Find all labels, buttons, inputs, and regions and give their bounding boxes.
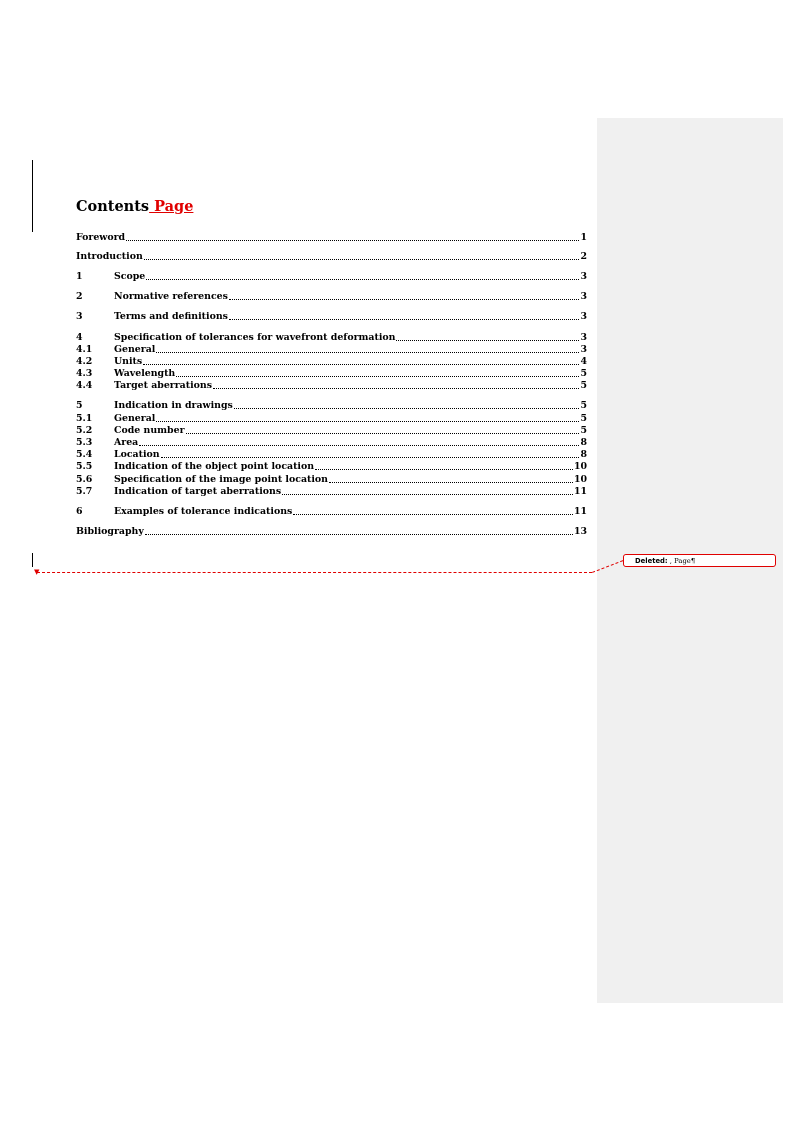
toc-leader [145, 534, 573, 535]
toc-number: 4.2 [76, 356, 93, 367]
toc-number: 6 [76, 506, 83, 517]
toc-page: 13 [573, 526, 587, 537]
toc-title: Bibliography [76, 526, 144, 537]
toc-page: 5 [580, 413, 587, 424]
toc-page: 3 [580, 311, 587, 322]
contents-heading [76, 198, 193, 215]
toc-title: General [114, 344, 156, 355]
balloon-label: Deleted: [635, 557, 668, 565]
toc-title: Introduction [76, 251, 143, 262]
toc-page: 3 [580, 291, 587, 302]
toc-leader [176, 376, 579, 377]
toc-title: Area [114, 437, 139, 448]
toc-entry-area[interactable] [76, 437, 587, 449]
toc-leader [186, 433, 580, 434]
toc-number: 1 [76, 271, 83, 282]
toc-number: 2 [76, 291, 83, 302]
toc-title: General [114, 413, 156, 424]
toc-leader [396, 340, 579, 341]
toc-title: Units [114, 356, 143, 367]
toc-page: 3 [580, 332, 587, 343]
toc-title: Examples of tolerance indications [114, 506, 293, 517]
inserted-page-label: Page [149, 198, 194, 215]
toc-entry-target-aberrations[interactable] [76, 380, 587, 392]
toc-number: 5.1 [76, 413, 93, 424]
toc-title: Normative references [114, 291, 228, 302]
comment-anchor-icon: ▼ [34, 568, 40, 576]
toc-page: 4 [580, 356, 587, 367]
toc-leader [126, 240, 579, 241]
toc-leader [146, 279, 579, 280]
toc-title: Wavelength [114, 368, 176, 379]
toc-entry-units[interactable] [76, 356, 587, 368]
contents-title: Contents [76, 198, 150, 215]
toc-number: 5.2 [76, 425, 93, 436]
toc-page: 10 [573, 474, 587, 485]
toc-entry-specification-of-tolerances[interactable] [76, 332, 587, 344]
toc-leader [229, 319, 580, 320]
toc-entry-5-1-general[interactable] [76, 413, 587, 425]
toc-page: 11 [573, 486, 587, 497]
change-bar-top [32, 160, 33, 232]
toc-number: 5.7 [76, 486, 93, 497]
toc-leader [293, 514, 573, 515]
toc-page: 5 [580, 400, 587, 411]
toc-number: 5.3 [76, 437, 93, 448]
deleted-comment-balloon[interactable] [623, 554, 776, 567]
change-bar-bottom [32, 553, 33, 567]
toc-entry-wavelength[interactable] [76, 368, 587, 380]
toc-entry-image-point-location[interactable] [76, 474, 587, 486]
toc-entry-scope[interactable] [76, 271, 587, 283]
toc-entry-normative-references[interactable] [76, 291, 587, 303]
toc-leader [161, 457, 580, 458]
toc-entry-indication-of-target-aberrations[interactable] [76, 486, 587, 498]
toc-entry-indication-in-drawings[interactable] [76, 400, 587, 412]
toc-number: 4.4 [76, 380, 93, 391]
toc-leader [156, 352, 579, 353]
balloon-text: , Page¶ [667, 557, 696, 565]
toc-number: 5.6 [76, 474, 93, 485]
toc-entry-introduction[interactable] [76, 251, 587, 263]
toc-entry-4-1-general[interactable] [76, 344, 587, 356]
toc-page: 5 [580, 368, 587, 379]
toc-number: 3 [76, 311, 83, 322]
toc-number: 5.4 [76, 449, 93, 460]
toc-leader [282, 494, 573, 495]
toc-page: 8 [580, 437, 587, 448]
toc-title: Terms and definitions [114, 311, 228, 322]
toc-title: Location [114, 449, 160, 460]
toc-number: 5 [76, 400, 83, 411]
toc-entry-examples[interactable] [76, 506, 587, 518]
toc-title: Scope [114, 271, 146, 282]
toc-page: 10 [573, 461, 587, 472]
toc-title: Specification of the image point location [114, 474, 328, 485]
toc-leader [329, 482, 573, 483]
toc-leader [229, 299, 580, 300]
toc-page: 3 [580, 271, 587, 282]
toc-title: Indication of target aberrations [114, 486, 282, 497]
toc-leader [143, 364, 579, 365]
toc-entry-code-number[interactable] [76, 425, 587, 437]
toc-number: 4.1 [76, 344, 93, 355]
toc-entry-foreword[interactable] [76, 232, 587, 244]
toc-leader [156, 421, 579, 422]
toc-leader [315, 469, 573, 470]
toc-page: 8 [580, 449, 587, 460]
toc-page: 11 [573, 506, 587, 517]
toc-leader [144, 259, 580, 260]
toc-page: 5 [580, 425, 587, 436]
toc-title: Indication of the object point location [114, 461, 315, 472]
toc-title: Indication in drawings [114, 400, 233, 411]
toc-page: 3 [580, 344, 587, 355]
comment-connector-line [37, 572, 592, 573]
toc-entry-terms-and-definitions[interactable] [76, 311, 587, 323]
toc-entry-object-point-location[interactable] [76, 461, 587, 473]
toc-number: 4 [76, 332, 83, 343]
toc-page: 5 [580, 380, 587, 391]
toc-leader [139, 445, 579, 446]
toc-page: 2 [580, 251, 587, 262]
toc-title: Foreword [76, 232, 126, 243]
toc-entry-location[interactable] [76, 449, 587, 461]
toc-title: Target aberrations [114, 380, 212, 391]
toc-number: 5.5 [76, 461, 93, 472]
toc-leader [234, 408, 580, 409]
toc-entry-bibliography[interactable] [76, 526, 587, 538]
toc-leader [213, 388, 579, 389]
toc-title: Code number [114, 425, 185, 436]
toc-title: Specification of tolerances for wavefront deformation [114, 332, 396, 343]
toc-number: 4.3 [76, 368, 93, 379]
toc-page: 1 [580, 232, 587, 243]
